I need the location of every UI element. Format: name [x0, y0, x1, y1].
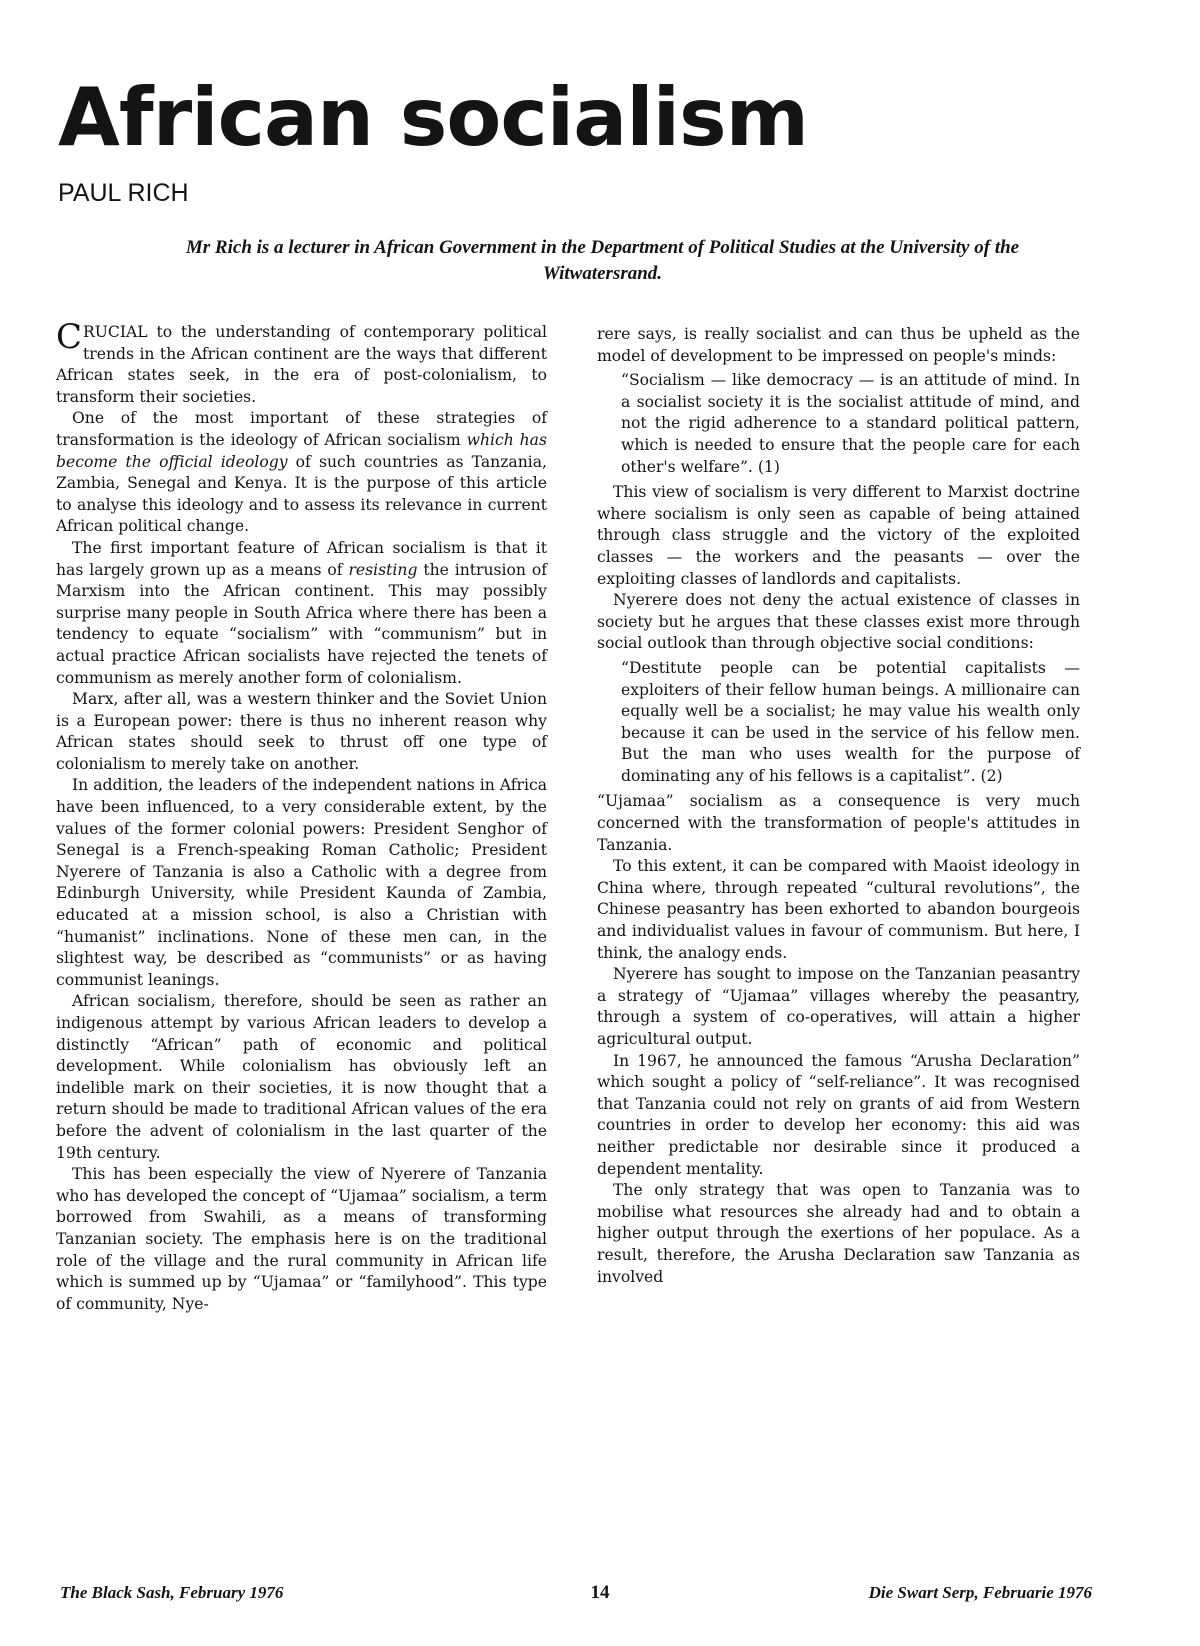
paragraph: In 1967, he announced the famous “Arusha Declaration” which sought a policy of “self-reliance”. It was recognised that Tanzania could not rely on grants of aid from Western countries in order to develop her economy: this aid was neither predictable nor desirable since it produced a dependent mentality.	[597, 1051, 1080, 1178]
left-column	[56, 317, 548, 1315]
paragraph: African socialism, therefore, should be seen as rather an indigenous attempt by various African leaders to develop a distinctly “African” path of economic and political development. While colonialism has obviously left an indelible mark on their societies, it is now thought that a return should be made to traditional African values of the era before the advent of colonialism in the last quarter of the 19th century.	[56, 992, 547, 1162]
emphasis-text: resisting	[348, 560, 418, 579]
footer-publication-af: Die Swart Serp, Februarie 1976	[868, 1583, 1092, 1602]
paragraph	[56, 538, 547, 689]
paragraph: Nyerere has sought to impose on the Tanzanian peasantry a strategy of “Ujamaa” villages whereby the peasantry, through a system of co-operatives, will attain a higher agricultural output.	[597, 965, 1080, 1048]
right-column	[597, 324, 1080, 1288]
block-quote: “Socialism — like democracy — is an attitude of mind. In a socialist society it is the socialist attitude of mind, and not the rigid adherence to a standard political pattern, which is needed to ensure that the people care for each other's welfare”. (1)	[621, 371, 1080, 476]
article-title: African socialism	[58, 71, 809, 164]
drop-cap: C	[56, 317, 83, 357]
footer-publication-en: The Black Sash, February 1976	[60, 1583, 284, 1602]
paragraph: This has been especially the view of Nyerere of Tanzania who has developed the concept of “Ujamaa” socialism, a term borrowed from Swahili, as a means of transforming Tanzanian society. The emphasis here is on the traditional role of the village and the rural community in African life which is summed up by “Ujamaa” or “familyhood”. This type of community, Nye-	[56, 1165, 547, 1313]
paragraph	[56, 317, 547, 408]
paragraph-text: the intrusion of Marxism into the African continent. This may possibly surprise many people in South Africa where there has been a tendency to equate “socialism” with “communism” but in actual practice African socialists have rejected the tenets of communism as merely another form of colonialism.	[56, 560, 547, 687]
paragraph: “Ujamaa” socialism as a consequence is very much concerned with the transformation of people's attitudes in Tanzania.	[597, 792, 1080, 854]
paragraph: rere says, is really socialist and can thus be upheld as the model of development to be impressed on people's minds:	[597, 325, 1080, 365]
author-name: PAUL RICH	[58, 179, 189, 207]
paragraph: Nyerere does not deny the actual existence of classes in society but he argues that these classes exist more through social outlook than through objective social conditions:	[597, 591, 1080, 653]
paragraph-text: RUCIAL to the understanding of contemporary political trends in the African continent are the ways that different African states seek, in the era of post-colonialism, to transform their societies.	[56, 323, 547, 406]
paragraph: This view of socialism is very different to Marxist doctrine where socialism is only seen as capable of being attained through class struggle and the victory of the exploited classes — the workers and the peasants — over the exploiting classes of landlords and capitalists.	[597, 483, 1080, 588]
paragraph: To this extent, it can be compared with Maoist ideology in China where, through repeated “cultural revolutions”, the Chinese peasantry has been exhorted to abandon bourgeois and individualist values in favour of communism. But here, I think, the analogy ends.	[597, 857, 1080, 962]
emphasis-text: which has become the official ideology	[56, 430, 547, 471]
page-number: 14	[590, 1582, 610, 1603]
paragraph: Marx, after all, was a western thinker and the Soviet Union is a European power: there is thus no inherent reason why African states should seek to thrust off one type of colonialism to merely take on another.	[56, 690, 547, 773]
paragraph: The only strategy that was open to Tanzania was to mobilise what resources she already had and to obtain a higher output through the exertions of her populace. As a result, therefore, the Arusha Declaration saw Tanzania as involved	[597, 1181, 1080, 1286]
paragraph-text: The first important feature of African socialism is that it has largely grown up as a means of	[56, 538, 547, 579]
paragraph	[56, 408, 547, 538]
paragraph-text: of such countries as Tanzania, Zambia, Senegal and Kenya. It is the purpose of this article to analyse this ideology and to assess its relevance in current African political change.	[56, 452, 548, 536]
paragraph: In addition, the leaders of the independent nations in Africa have been influenced, to a very considerable extent, by the values of the former colonial powers: President Senghor of Senegal is a French-speaking Roman Catholic; President Nyerere of Tanzania is also a Catholic with a degree from Edinburgh University, while President Kaunda of Zambia, educated at a mission school, is also a Christian with “humanist” inclinations. None of these men can, in the slightest way, be described as “communists” or as having communist leanings.	[56, 776, 547, 989]
block-quote: “Destitute people can be potential capitalists — exploiters of their fellow human beings. A millionaire can equally well be a socialist; he may value his wealth only because it can be used in the service of his fellow men. But the man who uses wealth for the purpose of dominating any of his fellows is a capitalist”. (2)	[621, 658, 1080, 785]
paragraph-text: One of the most important of these strategies of transformation is the ideology of African socialism	[56, 409, 547, 449]
author-bio: Mr Rich is a lecturer in African Government in the Department of Political Studies at the University of the Witwatersrand.	[185, 237, 1020, 284]
